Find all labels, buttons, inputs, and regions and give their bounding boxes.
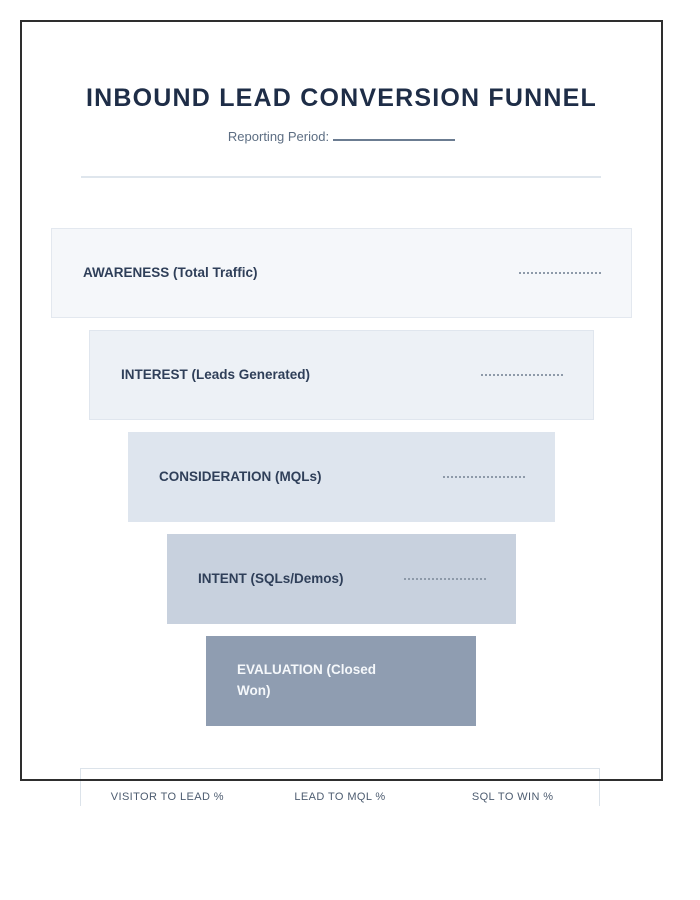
metric-header-lead-to-mql: LEAD TO MQL % <box>294 791 386 803</box>
stage-label: CONSIDERATION (MQLs) <box>159 468 322 484</box>
stage-value-blank <box>519 272 601 274</box>
funnel-stage-interest <box>89 330 594 420</box>
metric-header-visitor-to-lead: VISITOR TO LEAD % <box>110 791 224 803</box>
stage-value-blank <box>404 578 486 580</box>
reporting-period-blank <box>333 128 455 141</box>
page-title: INBOUND LEAD CONVERSION FUNNEL <box>85 84 597 112</box>
funnel-stage-awareness <box>51 228 632 318</box>
metric-header-sql-to-win: SQL TO WIN % <box>471 791 554 803</box>
funnel-stage-consideration <box>128 432 555 522</box>
reporting-period-label: Reporting Period: <box>227 129 330 145</box>
stage-value-blank <box>443 476 525 478</box>
stage-label: INTENT (SQLs/Demos) <box>198 570 344 586</box>
funnel-stage-intent <box>167 534 516 624</box>
stage-label: EVALUATION (Closed Won) <box>237 662 377 698</box>
header-divider <box>81 176 601 178</box>
stage-label: AWARENESS (Total Traffic) <box>83 264 258 280</box>
funnel-stage-evaluation <box>206 636 476 726</box>
reporting-period-row <box>20 128 663 144</box>
stage-value-blank <box>481 374 563 376</box>
conversion-metrics-table <box>80 768 600 806</box>
stage-label: INTEREST (Leads Generated) <box>121 366 311 382</box>
